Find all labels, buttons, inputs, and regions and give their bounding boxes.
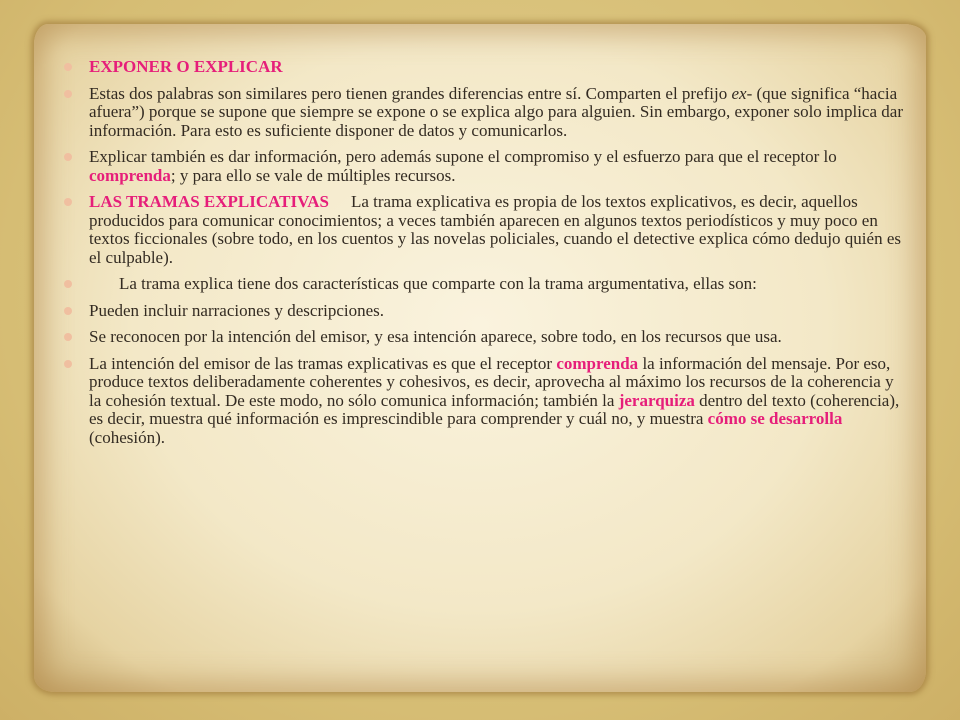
paragraph-text: Explicar también es dar información, pero además supone el compromiso y el esfuerzo para que el receptor lo bbox=[89, 147, 837, 166]
bullet-icon bbox=[64, 198, 72, 206]
paragraph-text: La trama explica tiene dos características que comparte con la trama argumentativa, ellas son: bbox=[119, 274, 757, 293]
paragraph-text: Se reconocen por la intención del emisor, y esa intención aparece, sobre todo, en los recursos que usa. bbox=[89, 327, 782, 346]
section-title-tramas: LAS TRAMAS EXPLICATIVAS bbox=[89, 192, 329, 211]
paragraph-text: La intención del emisor de las tramas explicativas es que el receptor bbox=[89, 353, 557, 373]
bullet-item-title bbox=[64, 58, 906, 77]
bullet-list bbox=[64, 58, 906, 447]
emphasis-jerarquiza: jerarquiza bbox=[618, 390, 695, 410]
emphasis-comprenda: comprenda bbox=[556, 353, 639, 373]
bullet-icon bbox=[64, 153, 72, 161]
bullet-icon bbox=[64, 333, 72, 341]
bullet-item-definition bbox=[64, 85, 906, 141]
paragraph-text: (que significa “hacia afuera”) porque se supone que siempre se expone o se explica algo para alguien. Sin embargo, exponer solo implica dar información. Para esto es suficiente disponer de datos y comunicarlos. bbox=[89, 83, 903, 140]
bullet-icon bbox=[64, 90, 72, 98]
paragraph-text: Estas dos palabras son similares pero tienen grandes diferencias entre sí. Comparten el prefijo bbox=[89, 83, 732, 103]
paragraph-text: La trama explicativa es propia de los textos explicativos, es decir, aquellos producidos para comunicar conocimientos; a veces también aparecen en algunos textos periodísticos y muy poco en textos ficcionales (sobre todo, en los cuentos y las novelas policiales, cuando el detective explica cómo dedujo quién es el culpable). bbox=[89, 192, 901, 267]
bullet-item-tramas bbox=[64, 193, 906, 267]
bullet-item-explicar bbox=[64, 148, 906, 185]
emphasis-comprenda: comprenda bbox=[89, 165, 171, 185]
prefix-ex: ex- bbox=[731, 83, 753, 103]
bullet-icon bbox=[64, 280, 72, 288]
emphasis-como-se-desarrolla: cómo se desarrolla bbox=[707, 409, 843, 428]
slide-content bbox=[64, 58, 906, 455]
bullet-icon bbox=[64, 360, 72, 368]
bullet-item-narraciones bbox=[64, 302, 906, 321]
bullet-icon bbox=[64, 63, 72, 71]
paragraph-text: (cohesión). bbox=[89, 427, 166, 447]
bullet-item-intencion bbox=[64, 328, 906, 347]
section-title-exponer: EXPONER O EXPLICAR bbox=[89, 57, 283, 76]
bullet-item-caracteristicas bbox=[64, 275, 906, 294]
paragraph-text: la información del mensaje. Por eso, produce textos deliberadamente coherentes y cohesivos, es decir, aprovecha al máximo los recursos de la coherencia y la cohesión textual. De este modo, no sólo comunica información; también la bbox=[89, 353, 894, 410]
bullet-item-receptor bbox=[64, 355, 906, 448]
paragraph-text: Pueden incluir narraciones y descripciones. bbox=[89, 300, 385, 320]
bullet-icon bbox=[64, 307, 72, 315]
paragraph-text: dentro del texto (coherencia), es decir, muestra qué información es imprescindible para comprender y cuál no, y muestra bbox=[89, 390, 900, 428]
paragraph-text: ; y para ello se vale de múltiples recursos. bbox=[170, 165, 456, 185]
